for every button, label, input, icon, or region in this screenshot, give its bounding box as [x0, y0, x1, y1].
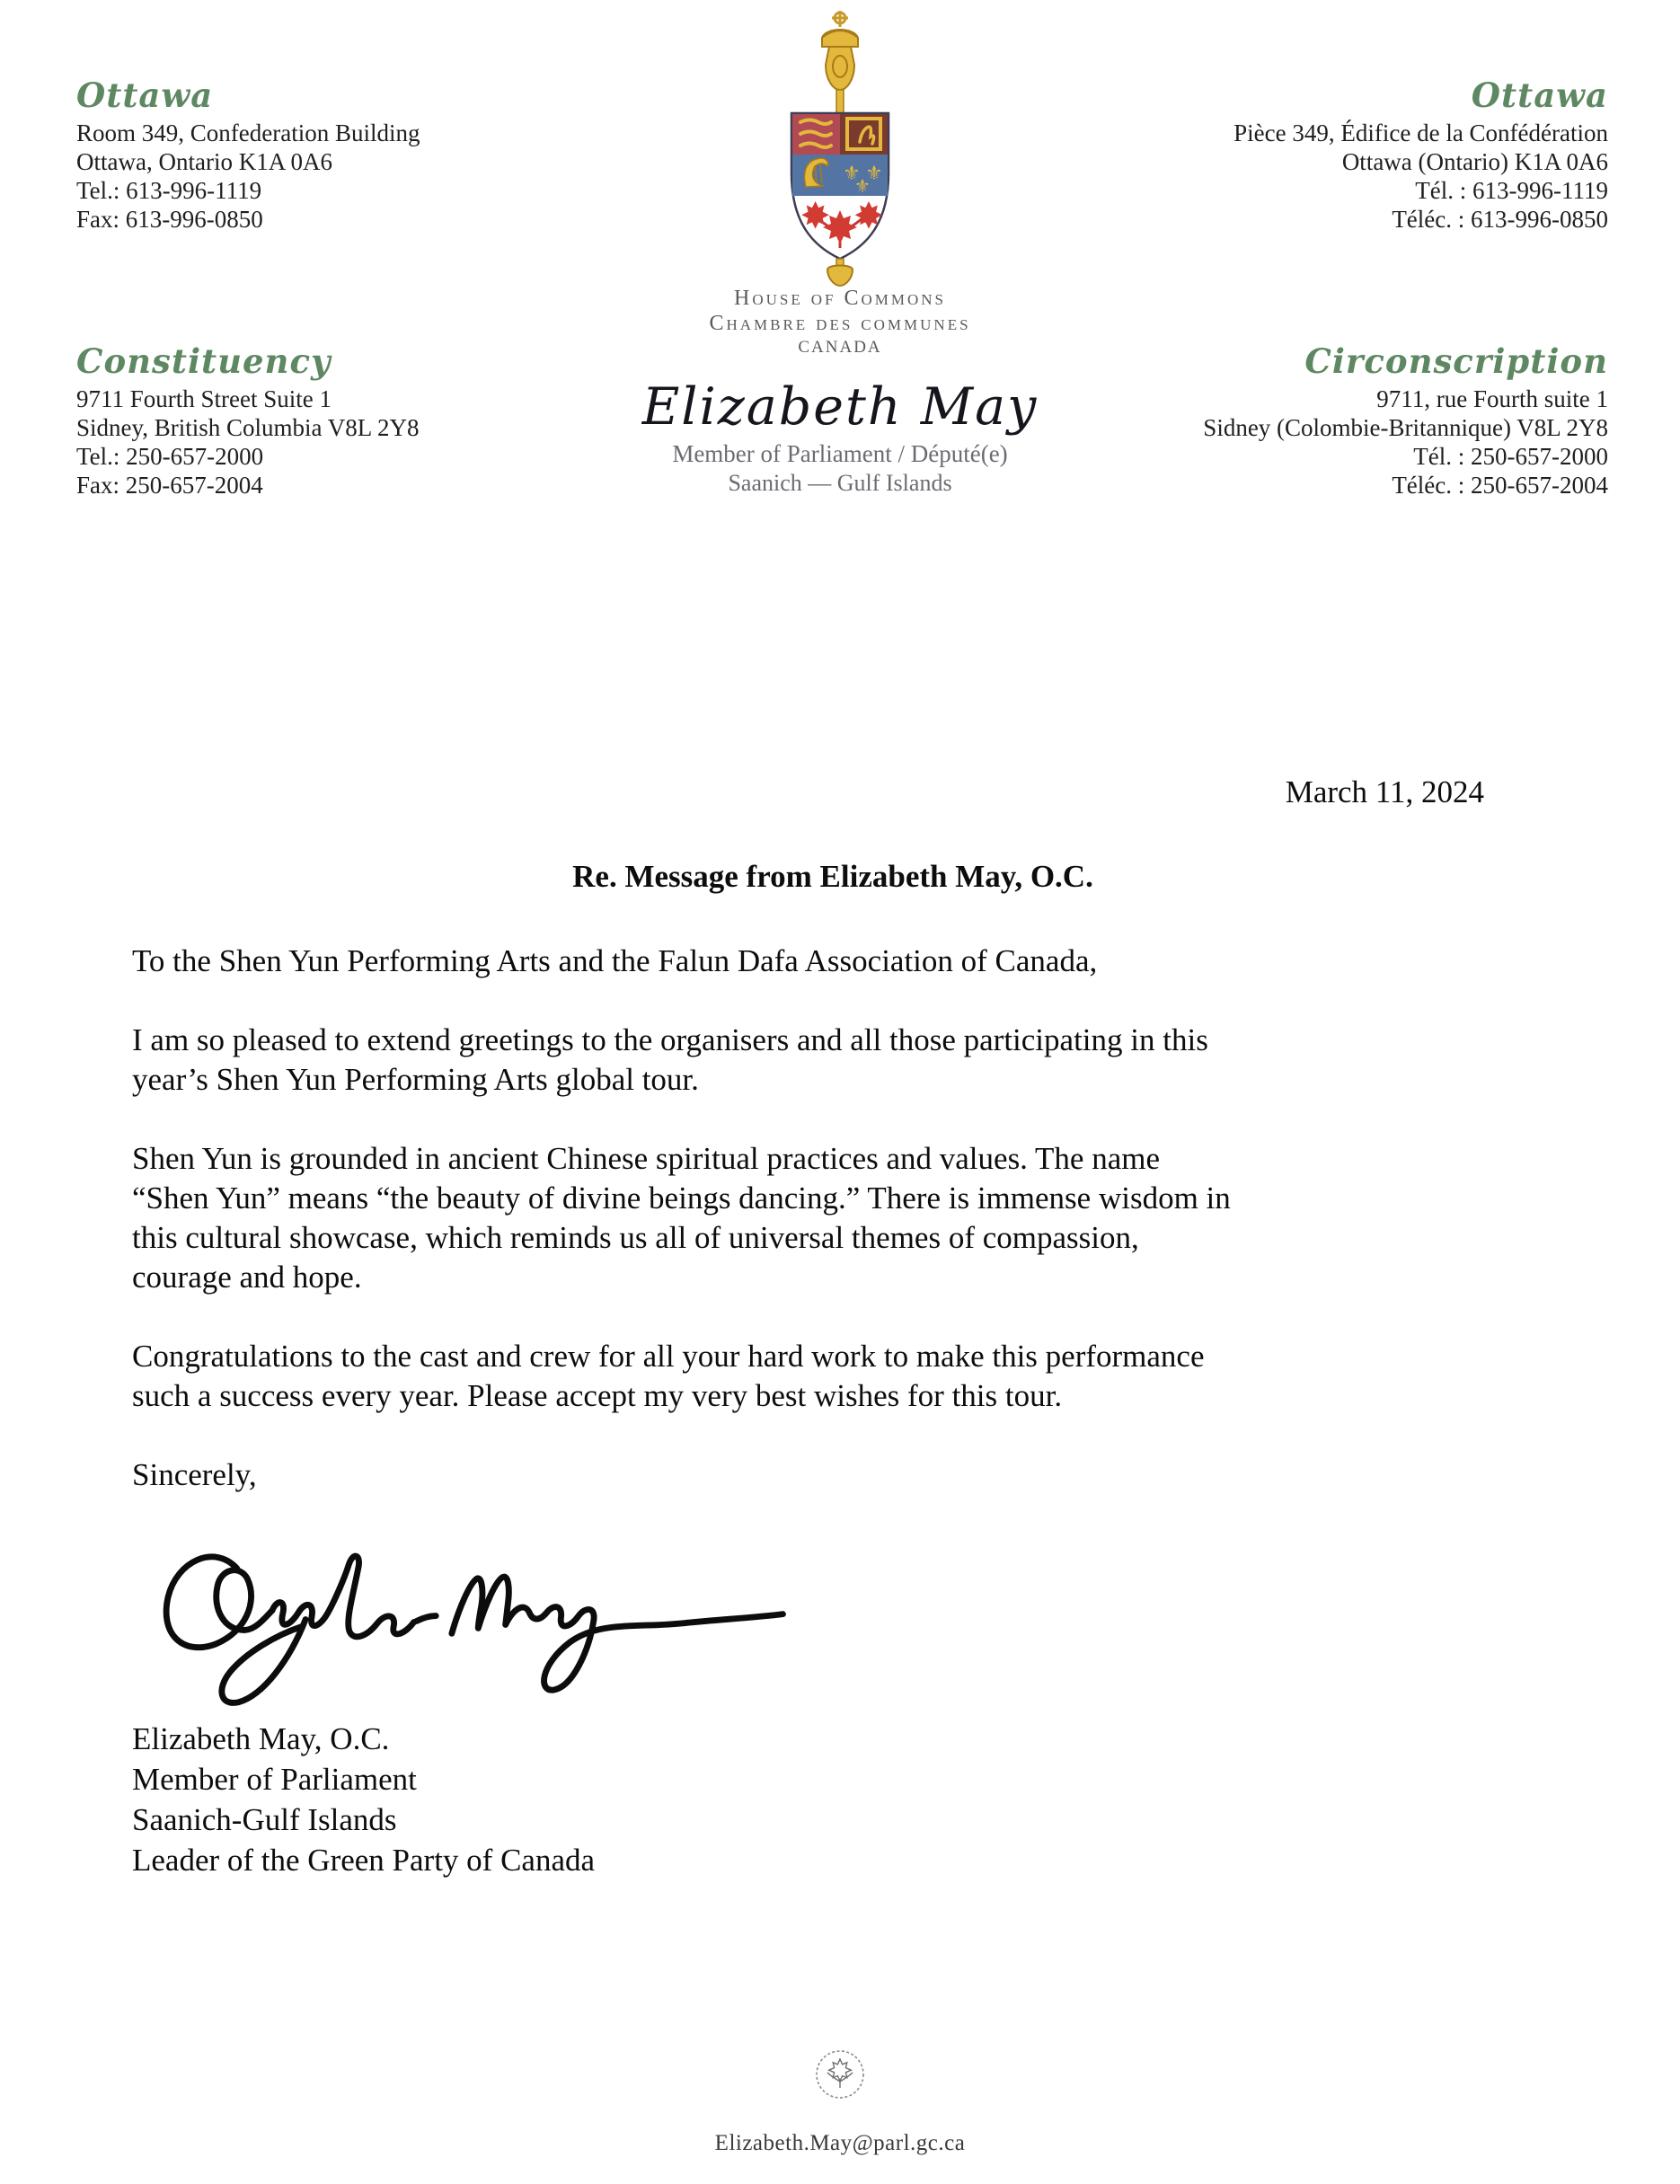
svg-text:⚜: ⚜	[843, 163, 861, 185]
ottawa-fr-line: Téléc. : 613-996-0850	[1392, 206, 1608, 233]
circonscription-line: 9711, rue Fourth suite 1	[1376, 385, 1608, 412]
constituency-line: Fax: 250-657-2004	[76, 472, 263, 499]
letter-closing: Sincerely,	[132, 1457, 257, 1492]
letter-body	[132, 773, 1484, 1495]
member-role: Member of Parliament / Député(e)	[672, 440, 1008, 467]
circonscription-line: Téléc. : 250-657-2004	[1392, 472, 1608, 499]
letter-paragraph-1	[132, 1021, 1484, 1100]
ottawa-en-line: Fax: 613-996-0850	[76, 206, 263, 233]
eco-stamp-maple-leaf-icon	[814, 2048, 866, 2105]
constituency-line: 9711 Fourth Street Suite 1	[76, 385, 332, 412]
ottawa-fr-line: Tél. : 613-996-1119	[1415, 177, 1608, 204]
institution-line-fr: Chambre des communes	[709, 312, 971, 335]
signoff-name: Elizabeth May, O.C.	[132, 1721, 390, 1756]
letter-paragraph-2	[132, 1139, 1484, 1297]
ottawa-en-line: Tel.: 613-996-1119	[76, 177, 262, 204]
institution-line-country: CANADA	[798, 338, 882, 357]
member-block	[642, 379, 1039, 498]
constituency-line: Tel.: 250-657-2000	[76, 443, 264, 470]
paragraph-line: this cultural showcase, which reminds us all of universal themes of compassion,	[132, 1220, 1139, 1255]
paragraph-line: I am so pleased to extend greetings to the organisers and all those participating in this	[132, 1022, 1208, 1057]
svg-text:⚜: ⚜	[865, 163, 883, 185]
ottawa-en-line: Ottawa, Ontario K1A 0A6	[76, 148, 332, 175]
house-of-commons-mace-emblem-icon	[772, 7, 908, 292]
ottawa-fr-block	[1233, 77, 1608, 234]
svg-text:⚜: ⚜	[854, 175, 871, 197]
footer-email: Elizabeth.May@parl.gc.ca	[714, 2131, 966, 2155]
circonscription-line: Tél. : 250-657-2000	[1413, 443, 1608, 470]
letter-subject: Re. Message from Elizabeth May, O.C.	[572, 859, 1093, 894]
constituency-block	[76, 343, 420, 500]
signoff-party-role: Leader of the Green Party of Canada	[132, 1843, 596, 1878]
member-name: Elizabeth May	[641, 377, 1039, 437]
paragraph-line: Congratulations to the cast and crew for all your hard work to make this performance	[132, 1339, 1205, 1374]
circonscription-line: Sidney (Colombie-Britannique) V8L 2Y8	[1203, 414, 1608, 441]
ottawa-fr-line: Pièce 349, Édifice de la Confédération	[1233, 119, 1608, 146]
letter-salutation: To the Shen Yun Performing Arts and the Falun Dafa Association of Canada,	[132, 943, 1098, 978]
letter-date: March 11, 2024	[1285, 774, 1484, 809]
ottawa-en-title: Ottawa	[76, 75, 214, 115]
constituency-line: Sidney, British Columbia V8L 2Y8	[76, 414, 420, 441]
signoff-riding: Saanich-Gulf Islands	[132, 1802, 397, 1837]
circonscription-title: Circonscription	[1304, 341, 1608, 381]
paragraph-line: year’s Shen Yun Performing Arts global tour.	[132, 1062, 699, 1097]
ottawa-fr-line: Ottawa (Ontario) K1A 0A6	[1341, 148, 1608, 175]
signoff-title: Member of Parliament	[132, 1762, 417, 1797]
ottawa-en-line: Room 349, Confederation Building	[76, 119, 420, 146]
institution-line-en: House of Commons	[734, 287, 946, 310]
member-riding: Saanich — Gulf Islands	[728, 470, 952, 496]
signoff-block	[132, 1719, 595, 1880]
circonscription-block	[1203, 343, 1608, 500]
paragraph-line: courage and hope.	[132, 1260, 362, 1295]
institution-block	[709, 286, 970, 359]
letter-paragraph-3	[132, 1337, 1484, 1416]
ottawa-fr-title: Ottawa	[1471, 75, 1608, 115]
constituency-title: Constituency	[76, 341, 332, 381]
paragraph-line: “Shen Yun” means “the beauty of divine beings dancing.” There is immense wisdom in	[132, 1180, 1231, 1216]
paragraph-line: Shen Yun is grounded in ancient Chinese spiritual practices and values. The name	[132, 1141, 1161, 1176]
signature-handwriting	[133, 1525, 802, 1720]
ottawa-en-block	[76, 77, 420, 234]
paragraph-line: such a success every year. Please accept my very best wishes for this tour.	[132, 1378, 1063, 1413]
